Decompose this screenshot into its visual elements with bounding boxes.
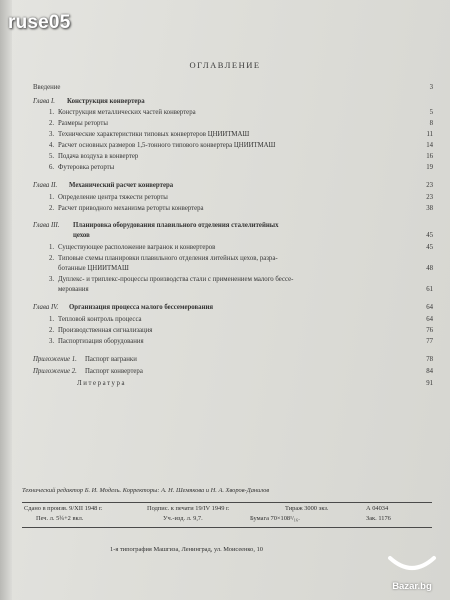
- toc-page-number: 64: [426, 316, 433, 323]
- chapter-prefix: Глава I.: [33, 98, 55, 105]
- item-number: 5.: [49, 153, 55, 160]
- toc-page-number: 38: [426, 205, 433, 212]
- toc-item-cont: [33, 284, 433, 295]
- chapter-title: Конструкция конвертера: [67, 98, 145, 105]
- item-number: 3.: [49, 338, 55, 345]
- item-number: 6.: [49, 164, 55, 171]
- chapter-prefix: Глава II.: [33, 182, 58, 189]
- toc-appendix: [33, 366, 433, 377]
- toc-chapter-heading: [33, 302, 433, 313]
- toc-item: [33, 325, 433, 336]
- toc-item: [33, 118, 433, 129]
- imprint-edition-sheets: Уч.-изд. л. 9,7.: [163, 515, 203, 522]
- toc-item: [33, 162, 433, 173]
- item-title: Типовые схемы планировки плавильного отделения литейных цехов, разра-: [58, 255, 278, 262]
- imprint-run: Тираж 3000 экз.: [285, 505, 329, 512]
- item-number: 1.: [49, 316, 55, 323]
- toc-item: [33, 151, 433, 162]
- imprint-rule-top: [22, 502, 432, 503]
- item-number: 1.: [49, 244, 55, 251]
- imprint-code: А 04034: [366, 505, 389, 512]
- toc-page-number: 8: [429, 120, 433, 127]
- page-edge-shadow: [0, 0, 12, 600]
- item-title-line2: ботанные ЦНИИТМАШ: [58, 265, 129, 272]
- toc-page-number: 5: [429, 109, 433, 116]
- item-number: 1.: [49, 109, 55, 116]
- item-title: Расчет основных размеров 1,5-тонного типового конвертера ЦНИИТМАШ: [58, 142, 276, 149]
- toc-item-cont: [33, 263, 433, 274]
- watermark-bazar-text: Bazar.bg: [392, 581, 432, 592]
- item-title: Футеровка реторты: [58, 164, 115, 171]
- item-title: Технические характеристики типовых конвертеров ЦНИИТМАШ: [58, 131, 250, 138]
- toc-page-number: 84: [426, 368, 433, 375]
- toc-chapter-heading: [33, 96, 433, 107]
- toc-page-number: 3: [429, 84, 433, 91]
- toc-chapter-heading: [33, 180, 433, 191]
- item-number: 3.: [49, 276, 55, 283]
- toc-page-number: 16: [426, 153, 433, 160]
- item-title: Размеры реторты: [58, 120, 108, 127]
- toc-page-number: 11: [426, 131, 433, 138]
- watermark-bazar: [378, 552, 446, 592]
- item-title: Производственная сигнализация: [58, 327, 153, 334]
- page-title: ОГЛАВЛЕНИЕ: [189, 60, 261, 70]
- toc-page-number: 45: [426, 232, 433, 239]
- imprint-editors: Технический редактор Б. И. Модель. Корректоры: А. Н. Шемякова и Н. А. Хворов-Данилов: [22, 487, 270, 494]
- toc-item: [33, 203, 433, 214]
- toc-intro: [33, 82, 433, 93]
- toc-intro-label: Введение: [33, 84, 61, 91]
- toc-page-number: 64: [426, 304, 433, 311]
- item-number: 2.: [49, 327, 55, 334]
- imprint-rule-bottom: [22, 527, 432, 528]
- literature-label: Литература: [77, 380, 127, 387]
- toc-page-number: 61: [426, 286, 433, 293]
- imprint-sheets: Печ. л. 5¾+2 вкл.: [36, 515, 84, 522]
- chapter-title: Организация процесса малого бессемерования: [69, 304, 214, 311]
- chapter-title-line2: цехов: [73, 232, 90, 239]
- item-title: Конструкция металлических частей конвертера: [58, 109, 196, 116]
- bazar-smile-icon: [384, 552, 440, 574]
- item-title: Тепловой контроль процесса: [58, 316, 142, 323]
- toc-page-number: 14: [426, 142, 433, 149]
- chapter-title: Планировка оборудования плавильного отделения сталелитейных: [73, 222, 279, 229]
- toc-page-number: 45: [426, 244, 433, 251]
- appendix-title: Паспорт вагранки: [85, 356, 137, 363]
- item-number: 2.: [49, 205, 55, 212]
- imprint-submitted: Сдано в произв. 9/XII 1948 г.: [24, 505, 103, 512]
- appendix-title: Паспорт конвертера: [85, 368, 143, 375]
- appendix-prefix: Приложение 1.: [33, 356, 77, 363]
- toc-page-number: 23: [426, 182, 433, 189]
- item-title: Подача воздуха в конвертер: [58, 153, 139, 160]
- item-title-line2: мерования: [58, 286, 89, 293]
- toc-page-number: 78: [426, 356, 433, 363]
- toc-item: [33, 107, 433, 118]
- item-title: Определение центра тяжести реторты: [58, 194, 168, 201]
- toc-chapter-heading-cont: [33, 230, 433, 241]
- item-number: 1.: [49, 194, 55, 201]
- toc-page-number: 91: [426, 380, 433, 387]
- item-number: 2.: [49, 255, 55, 262]
- toc-item: [33, 336, 433, 347]
- toc-item: [33, 129, 433, 140]
- imprint-order: Зак. 1176: [366, 515, 391, 522]
- toc-page-number: 77: [426, 338, 433, 345]
- item-title: Существующее расположение вагранок и конвертеров: [58, 244, 216, 251]
- item-number: 4.: [49, 142, 55, 149]
- toc-appendix: [33, 354, 433, 365]
- toc-page-number: 76: [426, 327, 433, 334]
- toc-item: [33, 192, 433, 203]
- toc-item: [33, 242, 433, 253]
- toc-page-number: 23: [426, 194, 433, 201]
- appendix-prefix: Приложение 2.: [33, 368, 77, 375]
- item-title: Дуплекс- и триплекс-процессы производства стали с применением малого бессе-: [58, 276, 294, 283]
- watermark-logo: ruse05: [8, 12, 71, 33]
- toc-item: [33, 314, 433, 325]
- chapter-prefix: Глава III.: [33, 222, 60, 229]
- chapter-prefix: Глава IV.: [33, 304, 59, 311]
- toc-literature: [33, 378, 433, 389]
- item-number: 3.: [49, 131, 55, 138]
- imprint-signed: Подпис. к печати 19/IV 1949 г.: [147, 505, 230, 512]
- chapter-title: Механический расчет конвертера: [69, 182, 174, 189]
- toc-item: [33, 140, 433, 151]
- toc-page-number: 48: [426, 265, 433, 272]
- imprint-printer: 1-я типография Машгиза, Ленинград, ул. Моисеенко, 10: [110, 546, 263, 553]
- item-number: 2.: [49, 120, 55, 127]
- item-title: Паспортизация оборудования: [58, 338, 144, 345]
- toc-page-number: 19: [426, 164, 433, 171]
- imprint-paper: Бумага 70×108¹/₁₆.: [250, 515, 300, 522]
- item-title: Расчет приводного механизма реторты конвертера: [58, 205, 204, 212]
